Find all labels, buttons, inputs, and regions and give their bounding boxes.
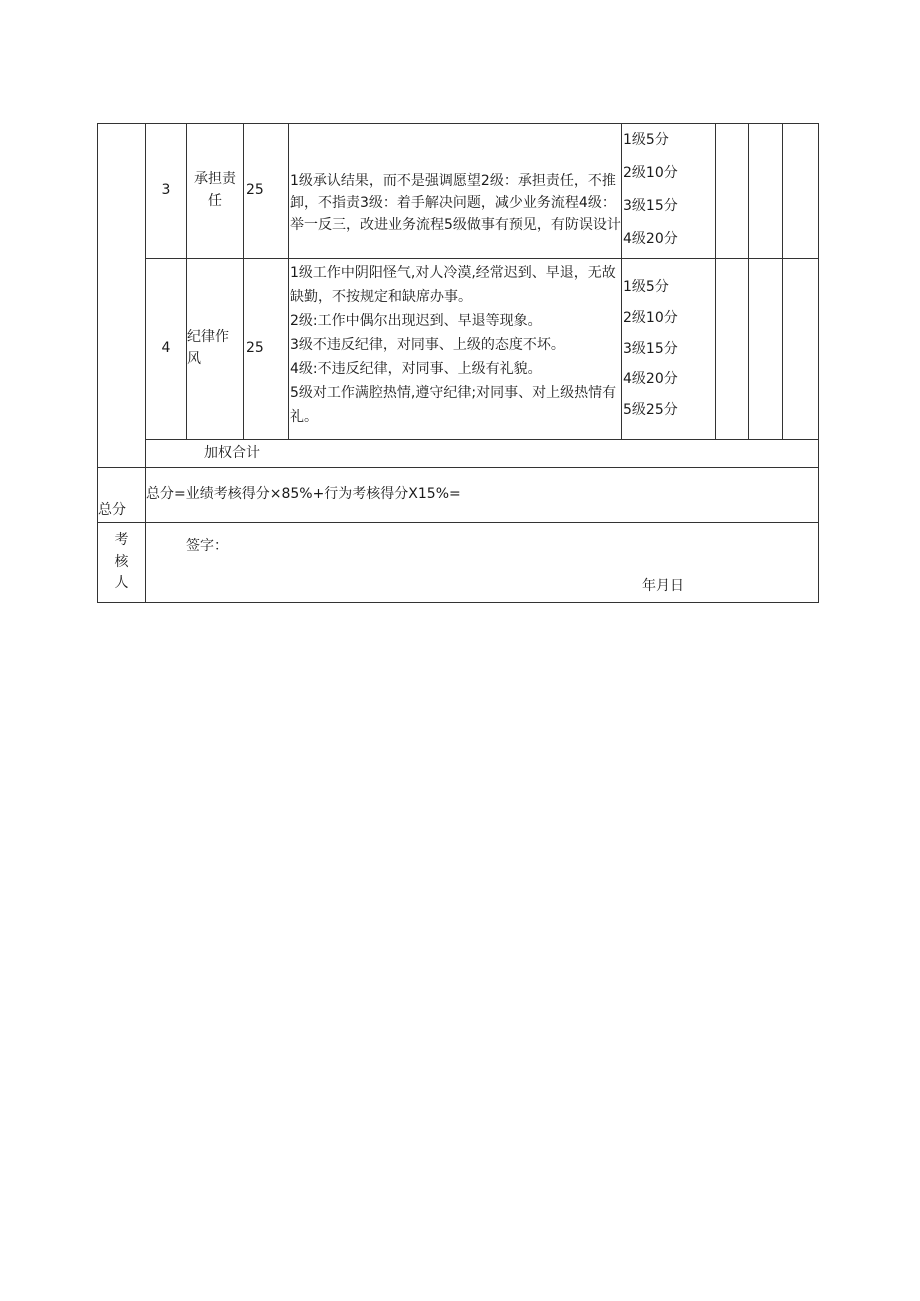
grade-level: 3级15分 [623,340,678,357]
grade-level: 1级5分 [623,279,669,295]
behavior-evaluation-table [97,123,819,603]
weighted-total-label: 加权合计 [146,440,819,468]
description-line: 1级工作中阴阳怪气,对人冷漠,经常迟到、早退，无故缺勤，不按规定和缺席办事。 [290,265,616,306]
item-name-line: 纪律作 [187,329,229,346]
grade-level: 2级10分 [623,309,678,326]
item-name-line: 任 [208,193,222,209]
item-weight: 25 [244,124,289,259]
table-row [98,124,819,259]
score-cell[interactable] [749,259,783,440]
grade-level: 3级15分 [623,197,678,214]
item-name [187,259,244,440]
reviewer-label-char: 考 [114,531,129,548]
item-description [289,259,622,440]
grade-scale [622,124,716,259]
description-line: 5级对工作满腔热情,遵守纪律;对同事、对上级热情有礼。 [290,385,617,426]
reviewer-label-char: 核 [114,553,129,570]
description-text: 1级承认结果，而不是强调愿望2级：承担责任，不推卸，不指责3级：着手解决问题，减少业务流程4级：举一反三，改进业务流程5级做事有预见，有防误设计 [290,173,621,233]
total-row [98,468,819,523]
description-line: 2级:工作中偶尔出现迟到、早退等现象。 [290,313,542,330]
score-cell[interactable] [716,259,749,440]
item-number: 3 [146,124,187,259]
grade-level: 2级10分 [623,164,678,181]
date-label: 年月日 [642,577,684,594]
description-line: 3级不违反纪律，对同事、上级的态度不坏。 [290,337,565,354]
item-number: 4 [146,259,187,440]
score-cell[interactable] [716,124,749,259]
score-cell[interactable] [749,124,783,259]
table-row [98,259,819,440]
score-cell[interactable] [783,124,819,259]
item-weight: 25 [244,259,289,440]
item-name-line: 承担责 [194,171,236,188]
total-formula: 总分=业绩考核得分×85%+行为考核得分X15%= [146,468,819,523]
grade-level: 4级20分 [623,371,678,388]
signature-label: 签字： [186,537,228,554]
score-cell[interactable] [783,259,819,440]
grade-level: 5级25分 [623,402,678,419]
weighted-total-row [98,440,819,468]
reviewer-row [98,523,819,603]
category-cell [98,124,146,468]
item-name-line: 风 [187,351,201,367]
item-description [289,124,622,259]
grade-level: 4级20分 [623,230,678,247]
item-name [187,124,244,259]
total-label: 总分 [98,468,146,523]
grade-scale [622,259,716,440]
reviewer-label-char: 人 [114,575,129,592]
grade-level: 1级5分 [623,132,669,148]
description-line: 4级:不违反纪律，对同事、上级有礼貌。 [290,361,542,378]
reviewer-signature-area[interactable] [146,523,819,603]
reviewer-label [98,523,146,603]
